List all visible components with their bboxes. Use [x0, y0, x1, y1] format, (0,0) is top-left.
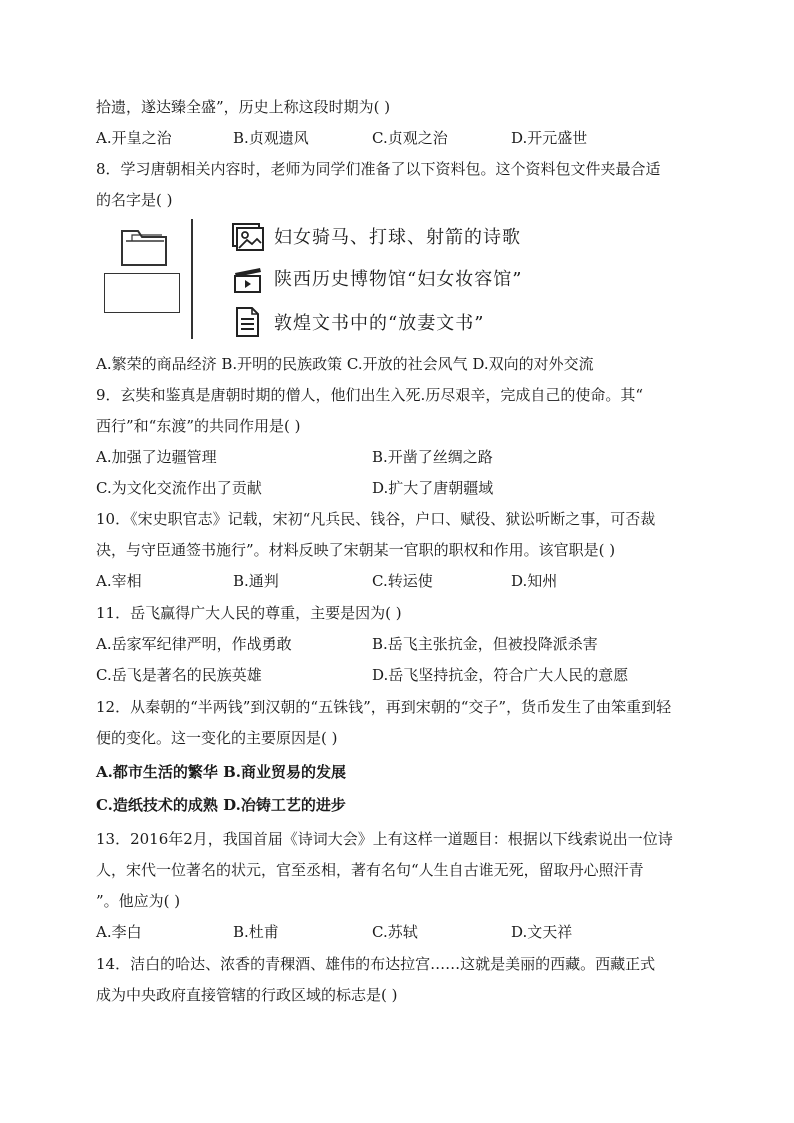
- q10-text-line2: 决，与守臣通签书施行”。材料反映了宋朝某一官职的职权和作用。该官职是( ): [96, 541, 616, 559]
- resource-item-text: 敦煌文书中的“放妻文书”: [274, 313, 485, 334]
- resource-item: [230, 305, 484, 339]
- q11-text: 11．岳飞赢得广大人民的尊重，主要是因为( ): [96, 604, 402, 622]
- video-icon: [230, 261, 264, 295]
- q8-text-line2: 的名字是( ): [96, 191, 173, 209]
- q12-options-line1: A.都市生活的繁华 B.商业贸易的发展: [96, 763, 346, 781]
- q12-text-line1: 12．从秦朝的“半两钱”到汉朝的“五铢钱”，再到宋朝的“交子”，货币发生了由笨重到轻: [96, 698, 672, 716]
- q9-option-a: A.加强了边疆管理: [96, 448, 217, 466]
- q9-option-d: D.扩大了唐朝疆域: [372, 479, 494, 497]
- resource-item: [230, 261, 522, 295]
- q14-text-line2: 成为中央政府直接管辖的行政区域的标志是( ): [96, 986, 398, 1004]
- q14-text-line1: 14．洁白的哈达、浓香的青稞酒、雄伟的布达拉宫……这就是美丽的西藏。西藏正式: [96, 955, 656, 973]
- q12-options-line2: C.造纸技术的成熟 D.冶铸工艺的进步: [96, 796, 346, 814]
- q11-option-a: A.岳家军纪律严明，作战勇敢: [96, 635, 292, 653]
- q7-option-b: B.贞观遗风: [233, 129, 309, 147]
- resource-package-figure: [100, 215, 560, 345]
- q8-options: A.繁荣的商品经济 B.开明的民族政策 C.开放的社会风气 D.双向的对外交流: [96, 355, 594, 373]
- image-icon: [230, 219, 264, 253]
- q11-option-d: D.岳飞坚持抗金，符合广大人民的意愿: [372, 666, 629, 684]
- q7-option-a: A.开皇之治: [96, 129, 172, 147]
- q10-option-d: D.知州: [511, 572, 558, 590]
- q13-text-line1: 13．2016年2月，我国首届《诗词大会》上有这样一道题目：根据以下线索说出一位诗: [96, 830, 673, 848]
- document-icon: [230, 305, 264, 339]
- resource-item: [230, 219, 521, 253]
- q9-text-line2: 西行”和“东渡”的共同作用是( ): [96, 417, 301, 435]
- q13-text-line2: 人，宋代一位著名的状元，官至丞相，著有名句“人生自古谁无死，留取丹心照汗青: [96, 861, 644, 879]
- q10-option-c: C.转运使: [372, 572, 433, 590]
- q9-option-c: C.为文化交流作出了贡献: [96, 479, 262, 497]
- resource-item-text: 陕西历史博物馆“妇女妆容馆”: [274, 269, 523, 290]
- figure-divider: [191, 219, 193, 339]
- resource-item-text: 妇女骑马、打球、射箭的诗歌: [274, 227, 521, 248]
- q13-option-d: D.文天祥: [511, 923, 573, 941]
- q8-text-line1: 8．学习唐朝相关内容时，老师为同学们准备了以下资料包。这个资料包文件夹最合适: [96, 160, 661, 178]
- q11-option-c: C.岳飞是著名的民族英雄: [96, 666, 262, 684]
- q7-text: 拾遗，遂达臻全盛”，历史上称这段时期为( ): [96, 98, 391, 116]
- q11-option-b: B.岳飞主张抗金，但被投降派杀害: [372, 635, 598, 653]
- q9-text-line1: 9．玄奘和鉴真是唐朝时期的僧人，他们出生入死.历尽艰辛，完成自己的使命。其“: [96, 386, 643, 404]
- q12-text-line2: 便的变化。这一变化的主要原因是( ): [96, 729, 338, 747]
- folder-icon: [120, 225, 170, 269]
- q13-option-b: B.杜甫: [233, 923, 279, 941]
- q13-text-line3: ”。他应为( ): [96, 892, 181, 910]
- q13-option-c: C.苏轼: [372, 923, 418, 941]
- q7-option-c: C.贞观之治: [372, 129, 448, 147]
- q10-option-a: A.宰相: [96, 572, 142, 590]
- q9-option-b: B.开凿了丝绸之路: [372, 448, 493, 466]
- q10-text-line1: 10．《宋史职官志》记载，宋初“凡兵民、钱谷，户口、赋役、狱讼听断之事，可否裁: [96, 510, 656, 528]
- q10-option-b: B.通判: [233, 572, 279, 590]
- q7-option-d: D.开元盛世: [511, 129, 588, 147]
- folder-name-box: [104, 273, 180, 313]
- q13-option-a: A.李白: [96, 923, 142, 941]
